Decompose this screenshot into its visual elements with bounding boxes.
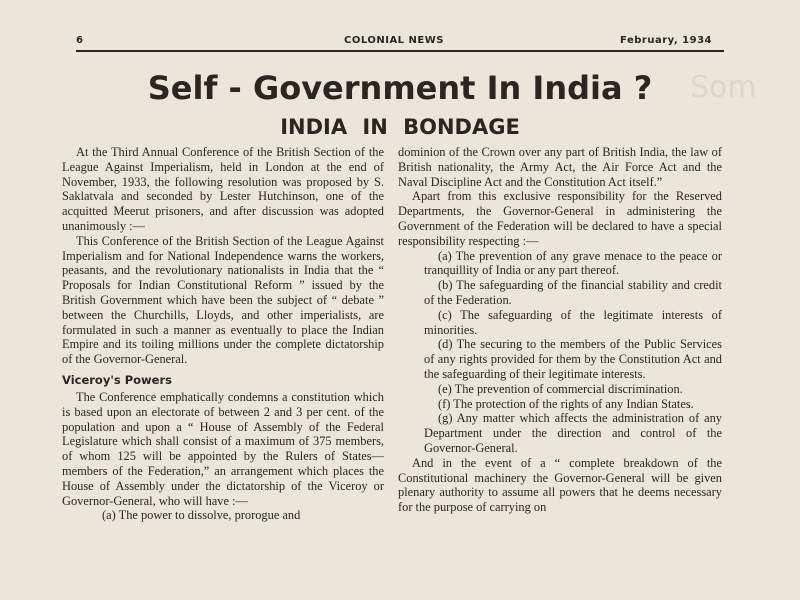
article-title: Self - Government In India ?: [147, 69, 653, 107]
list-item: (d) The securing to the members of the Public Services of any rights provided for them by the Constitution Act and the safeguarding of their legitimate interests.: [424, 337, 722, 381]
header-rule: [76, 50, 724, 52]
list-item: (g) Any matter which affects the administration of any Department under the direction and control of the Governor-General.: [424, 411, 722, 455]
paragraph: This Conference of the British Section of the League Against Imperialism and for National Independence warns the workers, peasants, and the revolutionary nationalists in India that the “ Proposals for Indian Constitutional Reform ” issued by the British Government which have been the subject of “ debate ” between the Churchills, Lloyds, and other imperialists, are formulated in such a manner as eventually to place the Indian Empire and its toiling millions under the complete dictatorship of the Governor-General.: [62, 233, 384, 367]
bleed-through-text: Som: [690, 70, 757, 105]
page-number: 6: [76, 35, 84, 46]
list-item: (a) The prevention of any grave menace to the peace or tranquillity of India or any part thereof.: [424, 248, 722, 278]
publication-name: COLONIAL NEWS: [344, 35, 444, 46]
section-heading: Viceroy's Powers: [62, 372, 172, 387]
article-subtitle: INDIA IN BONDAGE: [280, 115, 520, 139]
list-item: (e) The prevention of commercial discrimination.: [438, 381, 683, 396]
list-item: (c) The safeguarding of the legitimate interests of minorities.: [424, 307, 722, 337]
left-column: [62, 145, 384, 523]
list-item: (a) The power to dissolve, prorogue and: [102, 508, 301, 523]
paragraph: And in the event of a “ complete breakdown of the Constitutional machinery the Governor-General will be given plenary authority to assume all powers that he deems necessary for the purpose of carrying on: [398, 455, 722, 515]
issue-date: February, 1934: [620, 35, 712, 46]
paragraph: The Conference emphatically condemns a constitution which is based upon an electorate of between 2 and 3 per cent. of the population and upon a “ House of Assembly of the Federal Legislature which shall consist of a maximum of 375 members, of whom 125 will be appointed by the Rulers of States—members of the Federation,” an arrangement which places the House of Assembly under the dictatorship of the Viceroy or Governor-General, who will have :—: [62, 389, 384, 508]
page-header: [76, 35, 712, 49]
list-item: (f) The protection of the rights of any Indian States.: [438, 396, 694, 411]
paragraph: At the Third Annual Conference of the British Section of the League Against Imperialism, held in London at the end of November, 1933, the following resolution was proposed by S. Saklatvala and seconded by Lester Hutchinson, one of the acquitted Meerut prisoners, and after discussion was adopted unanimously :—: [62, 145, 384, 233]
paragraph: dominion of the Crown over any part of British India, the law of British nationality, the Army Act, the Air Force Act and the Naval Discipline Act and the Constitution Act itself.”: [398, 145, 722, 189]
right-column: [398, 145, 722, 515]
paragraph: Apart from this exclusive responsibility for the Reserved Departments, the Governor-General in administering the Government of the Federation will be declared to have a special responsibility respecting :—: [398, 189, 722, 248]
list-item: (b) The safeguarding of the financial stability and credit of the Federation.: [424, 278, 722, 307]
